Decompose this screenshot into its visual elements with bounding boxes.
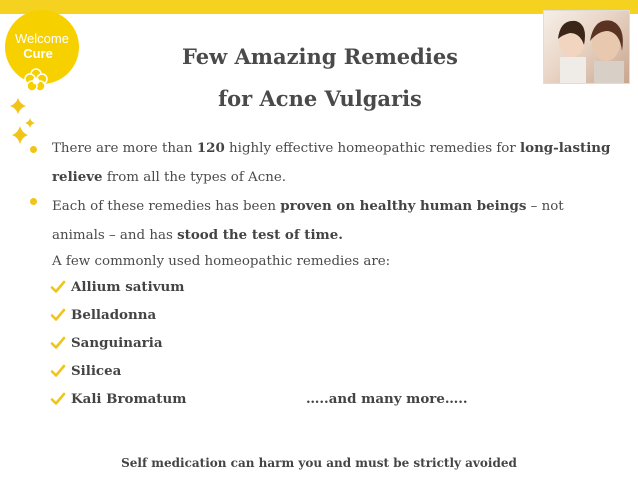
remedy-item: Kali Bromatum: [50, 391, 186, 407]
remedies-intro: A few commonly used homeopathic remedies are:: [52, 254, 391, 269]
checkmark-icon: [50, 363, 66, 379]
checkmark-icon: [50, 391, 66, 407]
bullet-paragraph-1: There are more than 120 highly effective homeopathic remedies for long-lasting relieve from all the types of Acne.: [52, 140, 611, 185]
bullet-paragraph-2: Each of these remedies has been proven on healthy human beings – not animals – and has stood the test of time.: [52, 198, 564, 243]
svg-text:Cure: Cure: [23, 46, 53, 61]
bullet-dot: [30, 198, 37, 205]
sparkle-icon: [8, 96, 42, 146]
remedy-item: Belladonna: [50, 307, 156, 323]
slide-title-line1: Few Amazing Remedies: [181, 44, 459, 69]
many-more-text: …..and many more…..: [306, 391, 468, 407]
checkmark-icon: [50, 307, 66, 323]
checkmark-icon: [50, 279, 66, 295]
remedy-item: Sanguinaria: [50, 335, 163, 351]
footer-disclaimer: Self medication can harm you and must be strictly avoided: [121, 456, 517, 470]
checkmark-icon: [50, 335, 66, 351]
remedy-item: Silicea: [50, 363, 121, 379]
slide-title-line2: for Acne Vulgaris: [218, 86, 422, 111]
svg-text:Welcome: Welcome: [15, 31, 69, 46]
remedy-item: Allium sativum: [50, 279, 184, 295]
bullet-dot: [30, 146, 37, 153]
